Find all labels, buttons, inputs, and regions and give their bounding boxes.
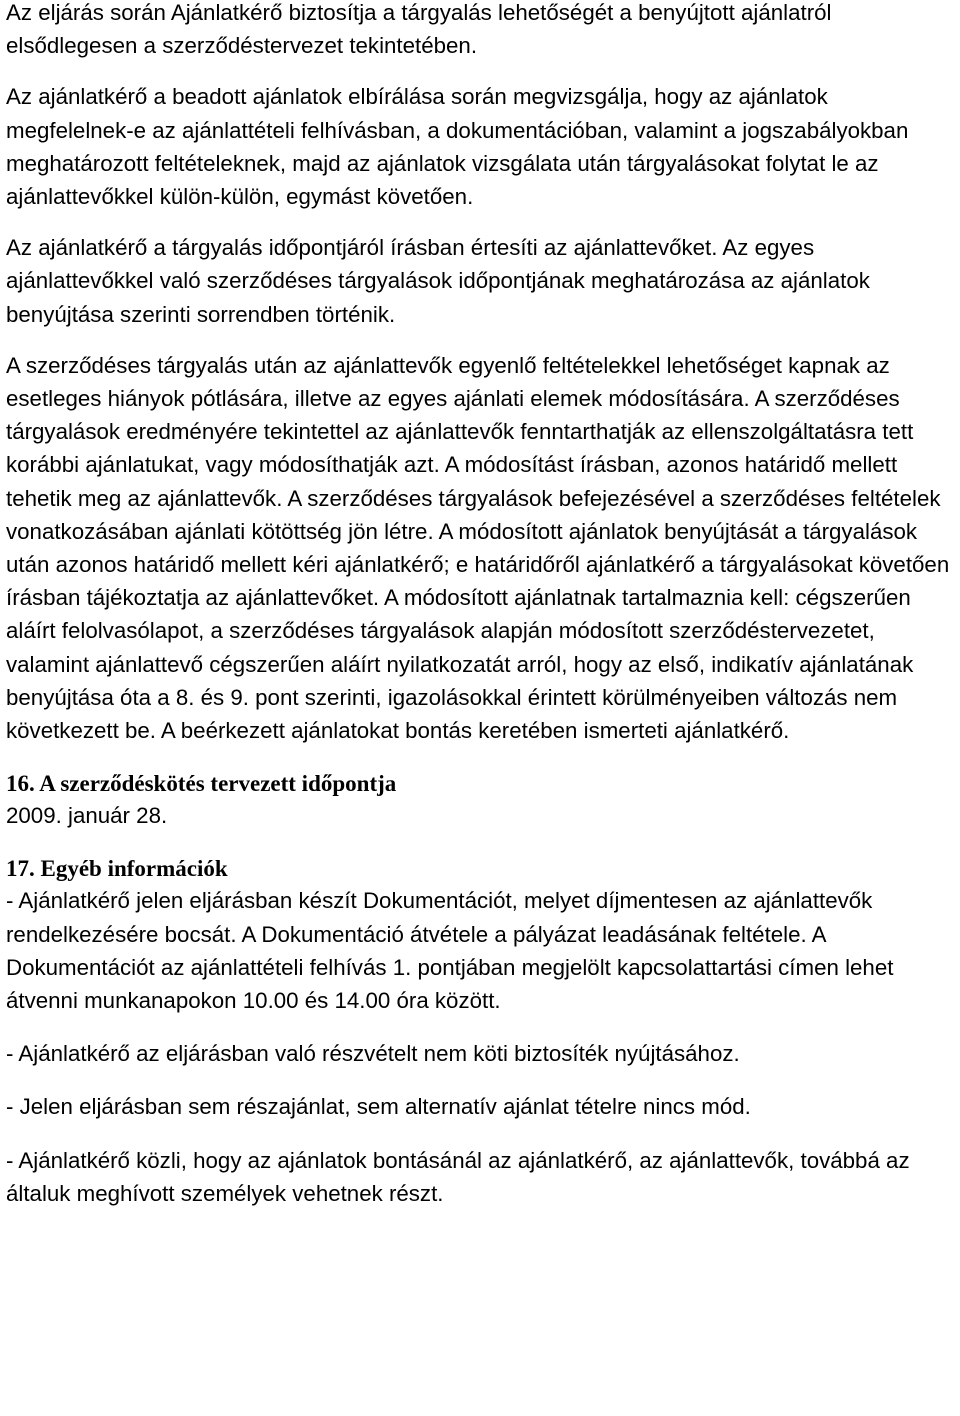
list-item-opening: - Ajánlatkérő közli, hogy az ajánlatok bontásánál az ajánlatkérő, az ajánlattevők, továbbá az általuk meghívott személyek vehetnek részt.: [6, 1147, 910, 1206]
paragraph-modifications: A szerződéses tárgyalás után az ajánlattevők egyenlő feltételekkel lehetőséget kapnak az esetleges hiányok pótlására, illetve az egyes ajánlati elemek módosítására. A szerződéses tárgyalások eredményére tekintettel az ajánlattevők fenntarthatják az ellenszolgáltatásra tett korábbi ajánlatukat, vagy módosíthatják azt. A módosítást írásban, azonos határidő mellett tehetik meg az ajánlattevők. A szerződéses tárgyalások befejezésével a szerződéses feltételek vonatkozásában ajánlati kötöttség jön létre. A módosított ajánlatok benyújtását a tárgyalások után azonos határidő mellett kéri ajánlatkérő; e határidőről ajánlatkérő a tárgyalásokat követően írásban tájékoztatja az ajánlattevőket. A módosított ajánlatnak tartalmaznia kell: cégszerűen aláírt felolvasólapot, a szerződéses tárgyalások alapján módosított szerződéstervezetet, valamint ajánlattevő cégszerűen aláírt nyilatkozatát arról, hogy az első, indikatív ajánlatának benyújtása óta a 8. és 9. pont szerinti, igazolásokkal érintett körülményeiben változás nem következett be. A beérkezett ajánlatokat bontás keretében ismerteti ajánlatkérő.: [6, 352, 950, 744]
list-item-guarantee: - Ajánlatkérő az eljárásban való részvételt nem köti biztosíték nyújtásához.: [6, 1041, 740, 1067]
paragraph-evaluation: Az ajánlatkérő a beadott ajánlatok elbírálása során megvizsgálja, hogy az ajánlatok megfelelnek-e az ajánlattételi felhívásban, a dokumentációban, valamint a jogszabályokban meghatározott feltételeknek, majd az ajánlatok vizsgálata után tárgyalásokat folytat le az ajánlattevőkkel külön-külön, egymást követően.: [6, 84, 909, 210]
section-16-heading: 16. A szerződéskötés tervezett időpontja: [6, 771, 397, 797]
section-16-date: 2009. január 28.: [6, 803, 168, 829]
paragraph-notification: Az ajánlatkérő a tárgyalás időpontjáról írásban értesíti az ajánlattevőket. Az egyes ajánlattevőkkel való szerződéses tárgyalások időpontjának meghatározása az ajánlatok benyújtása szerinti sorrendben történik.: [6, 235, 870, 327]
list-item-partial-offer: - Jelen eljárásban sem részajánlat, sem alternatív ajánlat tételre nincs mód.: [6, 1094, 751, 1120]
section-16: [6, 765, 956, 832]
section-17: [6, 850, 956, 1210]
section-17-heading: 17. Egyéb információk: [6, 856, 228, 882]
paragraph-negotiation-intro: Az eljárás során Ajánlatkérő biztosítja a tárgyalás lehetőségét a benyújtott ajánlatról elsődlegesen a szerződéstervezet tekintetében.: [6, 0, 832, 59]
list-item-documentation: - Ajánlatkérő jelen eljárásban készít Dokumentációt, melyet díjmentesen az ajánlattevők rendelkezésére bocsát. A Dokumentáció átvétele a pályázat leadásának feltétele. A Dokumentációt az ajánlattételi felhívás 1. pontjában megjelölt kapcsolattartási címen lehet átvenni munkanapokon 10.00 és 14.00 óra között.: [6, 888, 894, 1014]
document-page: [6, 0, 956, 1210]
